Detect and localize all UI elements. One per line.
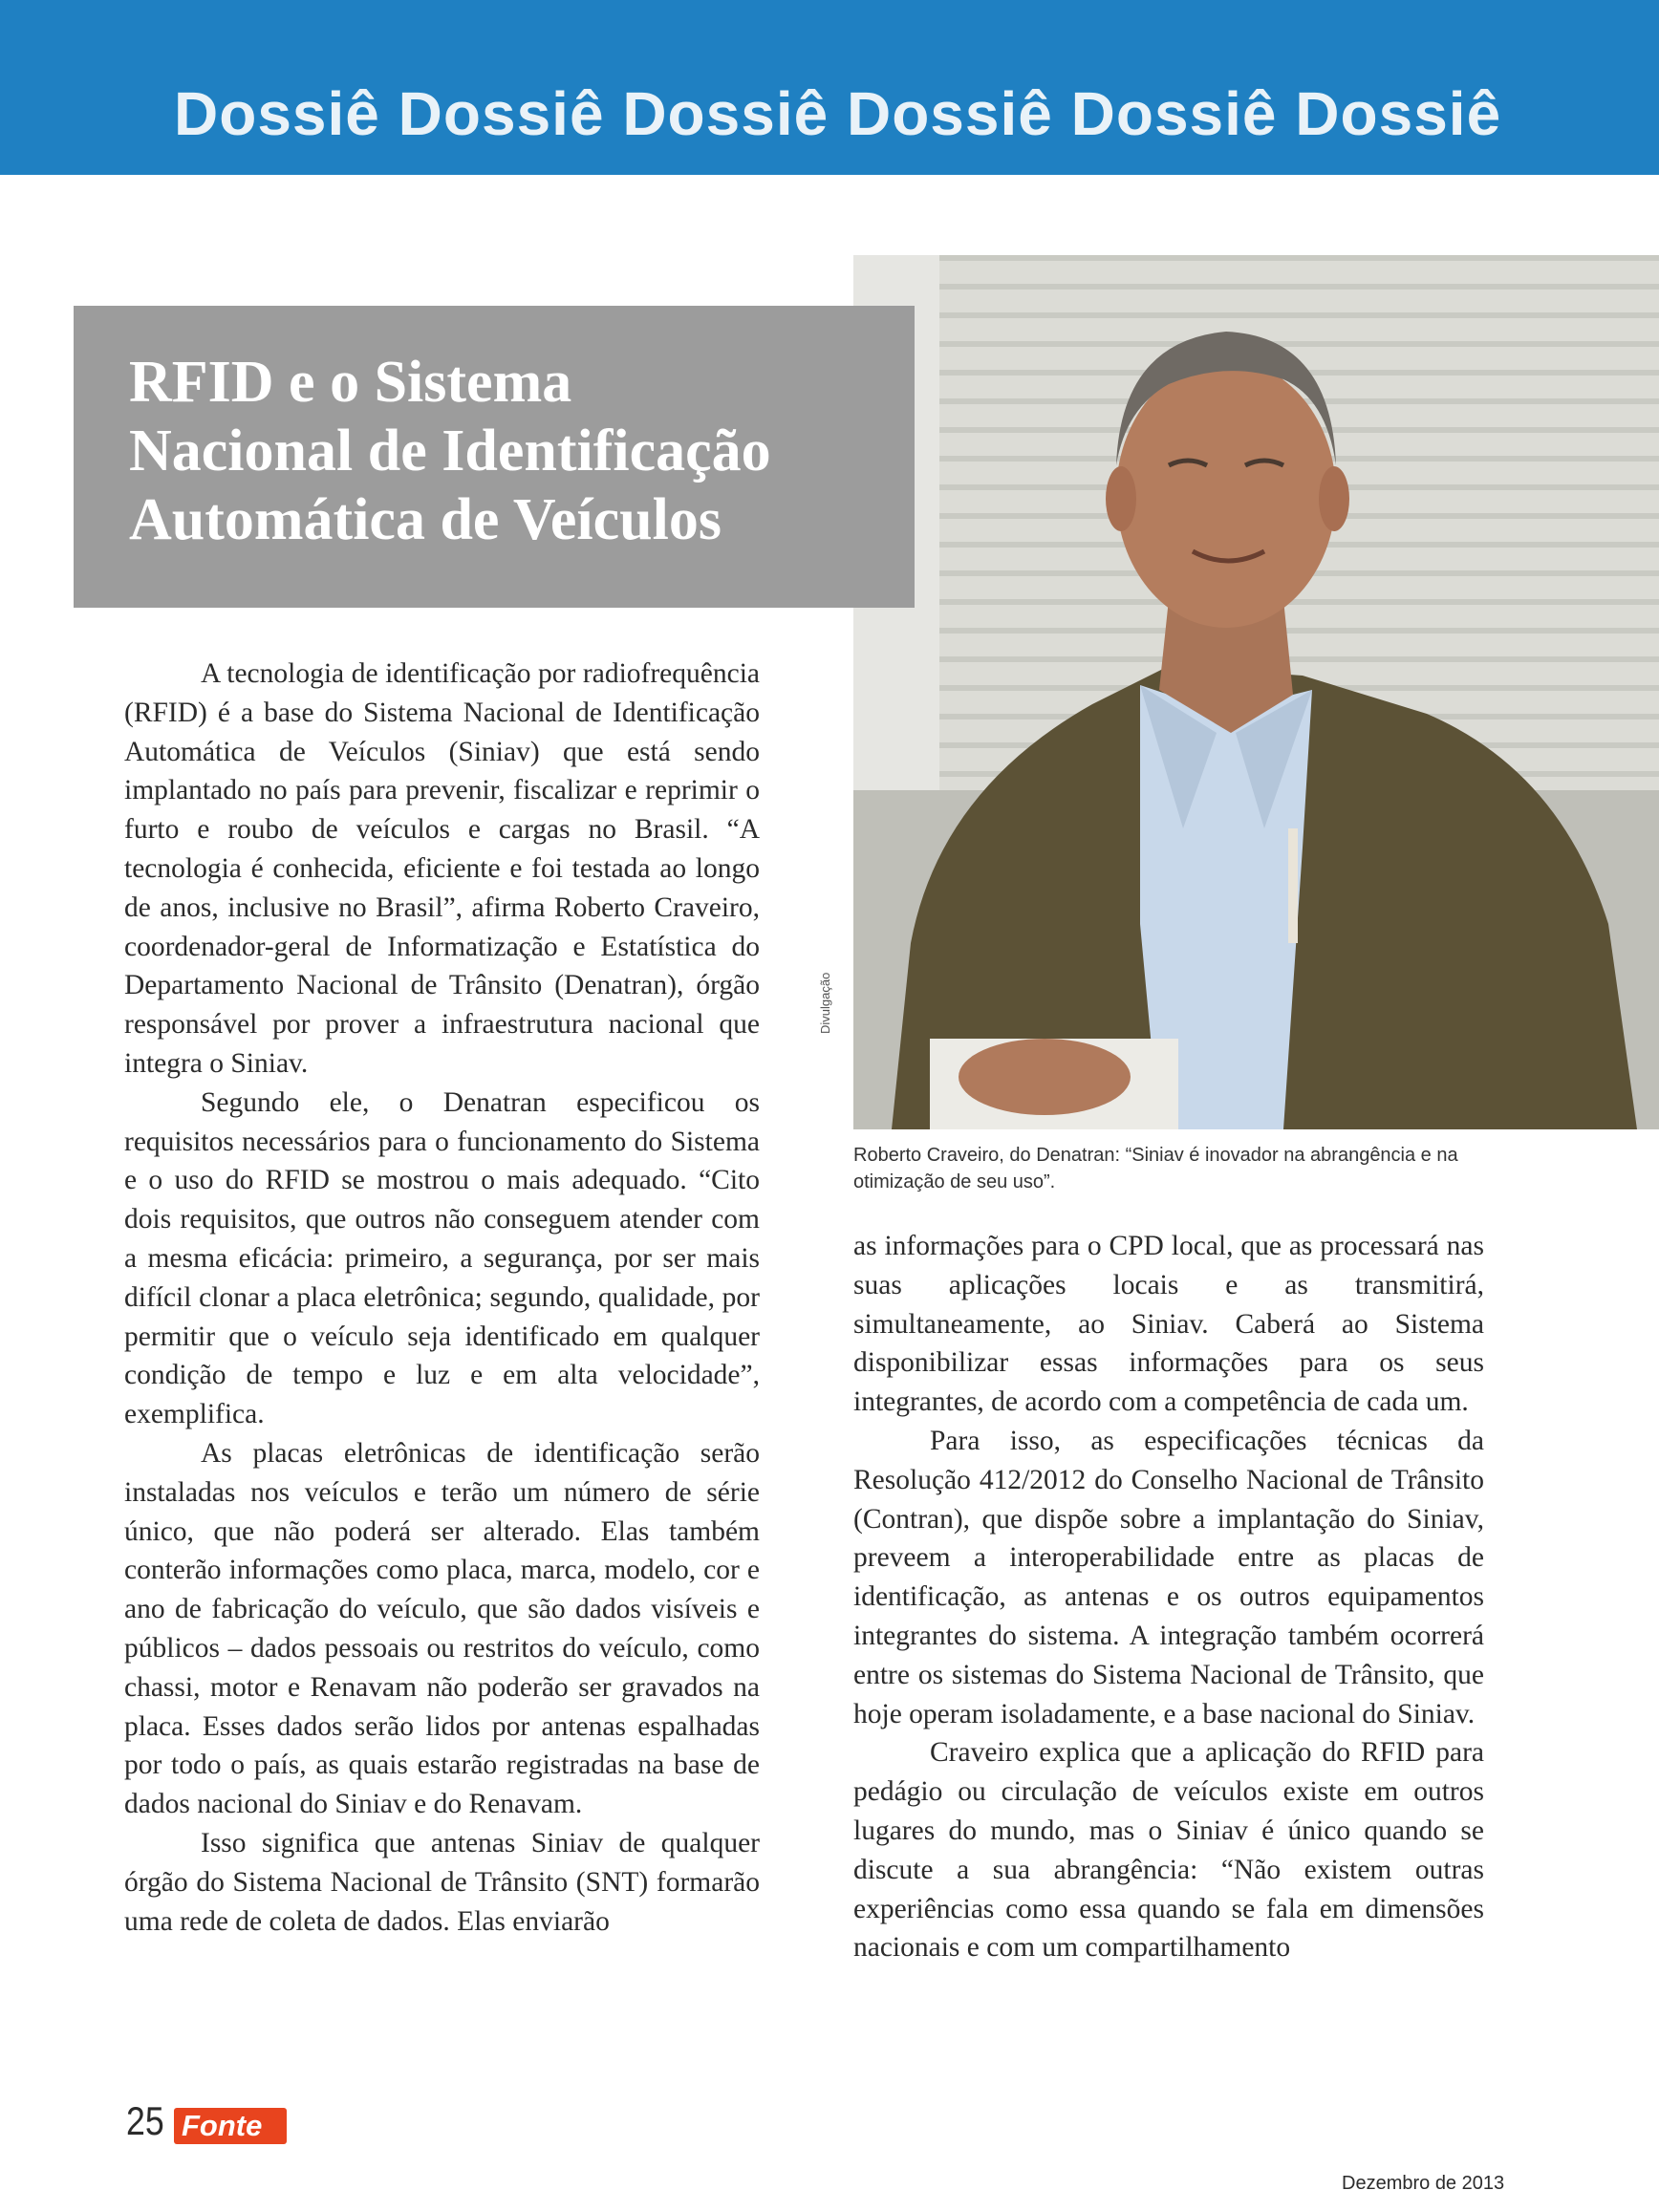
issue-date: Dezembro de 2013 [1342,2173,1505,2194]
body-paragraph: as informações para o CPD local, que as processará nas suas aplicações locais e as transmitirá, simultaneamente, ao Siniav. Caberá ao Sistema disponibilizar essas informações para os seus integrantes, de acordo com a competência de cada um. [853,1231,1484,1418]
article-title-box [74,306,915,608]
portrait-illustration [853,255,1659,1129]
section-header: Dossiê Dossiê Dossiê Dossiê Dossiê Dossiê [174,79,1502,148]
photo-credit: Divulgação [818,972,832,1034]
body-paragraph: As placas eletrônicas de identificação serão instaladas nos veículos e terão um número de série único, que não poderá ser alterado. Elas também conterão informações como placa, marca, modelo, cor e ano de fabricação do veículo, que são dados visíveis e públicos – dados pessoais ou restritos do veículo, como chassi, motor e Renavam não poderão ser gravados na placa. Esses dados serão lidos por antenas espalhadas por todo o país, as quais estarão registradas na base de dados nacional do Siniav e do Renavam. [124,1437,760,1820]
body-paragraph: Segundo ele, o Denatran especificou os requisitos necessários para o funcionamento do Sistema e o uso do RFID se mostrou o mais adequado. “Cito dois requisitos, que outros não conseguem atender com a mesma eficácia: primeiro, a segurança, por ser mais difícil clonar a placa eletrônica; segundo, qualidade, por permitir que o veículo seja identificado em qualquer condição de tempo e luz e em alta velocidade”, exemplifica. [124,1086,760,1430]
title-line: Automática de Veículos [129,487,722,552]
portrait-photo [853,255,1659,1129]
fonte-logo: Fonte [174,2108,287,2144]
body-paragraph: Craveiro explica que a aplicação do RFID para pedágio ou circulação de veículos existe em outros lugares do mundo, mas o Siniav é único quando se discute a sua abrangência: “Não existem outras experiências como essa quando se fala em dimensões nacionais e com um compartilhamento [853,1737,1484,1964]
title-line: RFID e o Sistema [129,350,572,415]
body-paragraph: Isso significa que antenas Siniav de qualquer órgão do Sistema Nacional de Trânsito (SNT) formarão uma rede de coleta de dados. Elas enviarão [124,1827,760,1937]
title-line: Nacional de Identificação [129,419,771,483]
page-number: 25 [126,2098,164,2143]
body-paragraph: Para isso, as especificações técnicas da Resolução 412/2012 do Conselho Nacional de Trânsito (Contran), que dispõe sobre a implantação do Siniav, preveem a interoperabilidade entre as placas de identificação, as antenas e os outros equipamentos integrantes do sistema. A integração também ocorrerá entre os sistemas do Sistema Nacional de Trânsito, que hoje operam isoladamente, e a base nacional do Siniav. [853,1425,1484,1729]
left-column [124,655,760,1941]
article-title [129,348,915,554]
photo-caption: Roberto Craveiro, do Denatran: “Siniav é inovador na abrangência e na otimização de seu uso”. [853,1145,1458,1192]
body-paragraph: A tecnologia de identificação por radiofrequência (RFID) é a base do Sistema Nacional de Identificação Automática de Veículos (Siniav) que está sendo implantado no país para prevenir, fiscalizar e reprimir o furto e roubo de veículos e cargas no Brasil. “A tecnologia é conhecida, eficiente e foi testada ao longo de anos, inclusive no Brasil”, afirma Roberto Craveiro, coordenador-geral de Informatização e Estatística do Departamento Nacional de Trânsito (Denatran), órgão responsável por prover a infraestrutura nacional que integra o Siniav. [124,658,760,1079]
right-column [853,1227,1484,1967]
